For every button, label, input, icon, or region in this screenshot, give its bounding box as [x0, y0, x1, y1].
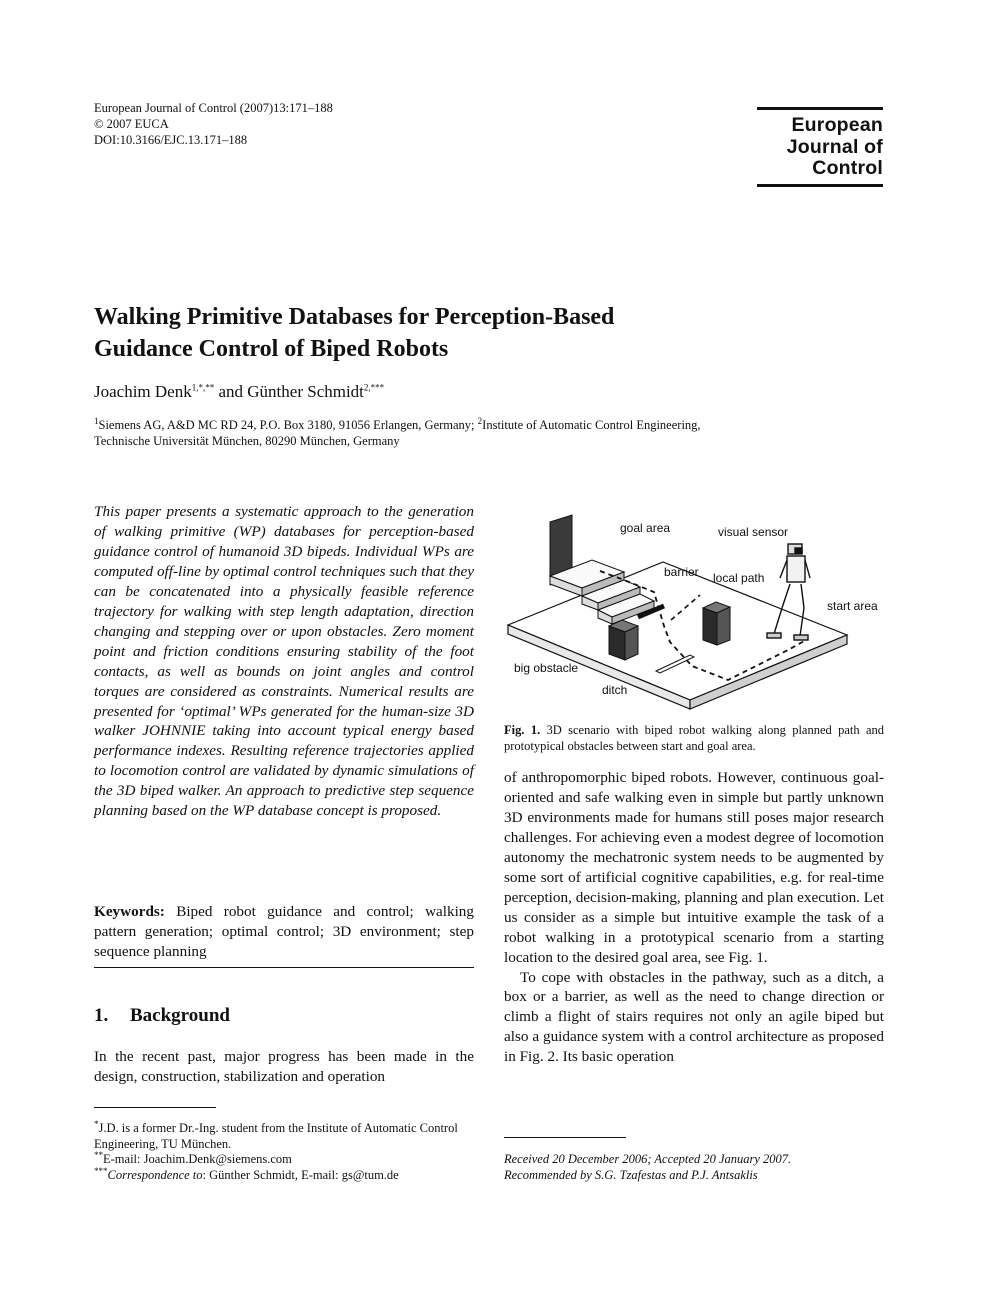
footnote-3-text: : Günther Schmidt, E-mail: gs@tum.de	[202, 1167, 399, 1182]
section-heading	[94, 1005, 230, 1027]
footnote-1	[94, 1118, 474, 1152]
caption-text: 3D scenario with biped robot walking along planned path and prototypical obstacles between start and goal area.	[504, 723, 885, 753]
section-title: Background	[130, 1005, 230, 1026]
label-barrier: barrier	[664, 565, 699, 579]
recommended-by: Recommended by S.G. Tzafestas and P.J. Antsaklis	[504, 1168, 758, 1182]
affil-1: Siemens AG, A&D MC RD 24, P.O. Box 3180, 91056 Erlangen, Germany;	[98, 418, 478, 432]
footnotes	[94, 1118, 474, 1183]
paragraph-1: of anthropomorphic biped robots. However, continuous goal-oriented and safe walking even in simple but partly unknown 3D environments made for humans still poses major research challenges. For achieving even a modest degree of locomotion autonomy the mechatronic system needs to be augmented by some sort of artificial cognitive capabilities, e.g. for real-time perception, decision-making, planning and plan execution. Let us consider as a simple but intuitive example the task of a robot walking in a prototypical scenario from a starting location to the desired goal area, see Fig. 1.	[504, 769, 884, 966]
keywords-text: Biped robot guidance and control; walking pattern generation; optimal control; 3D environment; step sequence planning	[94, 903, 474, 960]
section-number: 1.	[94, 1005, 109, 1026]
footnote-2	[94, 1149, 474, 1168]
logo-line-3: Control	[812, 157, 883, 179]
keywords-label: Keywords:	[94, 903, 165, 920]
footnote-3-marker: ***	[94, 1165, 108, 1176]
footnote-2-marker: **	[94, 1149, 103, 1160]
footnote-3	[94, 1165, 474, 1184]
author-conjunction: and	[214, 382, 248, 401]
figure-1-caption	[504, 722, 884, 754]
received-note	[504, 1151, 884, 1183]
abstract: This paper presents a systematic approach to the generation of walking primitive (WP) databases for perception-based guidance control of humanoid 3D bipeds. Individual WPs are computed off-line by optimal control techniques such that they can be concatenated into a physically feasible reference trajectory for walking with step length adaptation, direction changing and stepping over or upon obstacles. Zero moment point and friction conditions ensuring stability of the foot contacts, as well as bounds on joint angles and control torques are considered as constraints. Numerical results are presented for ‘optimal’ WPs generated for the human-size 3D walker JOHNNIE taking into account typical energy based performance indexes. Resulting reference trajectories applied to locomotion control are validated by dynamic simulations of the 3D biped walker. An approach to predictive step sequence planning based on the WP database concept is proposed.	[94, 503, 474, 820]
label-ditch: ditch	[602, 683, 628, 697]
author-1-marker: 1,*,**	[191, 382, 215, 393]
author-list	[94, 382, 384, 402]
keywords	[94, 902, 474, 962]
label-visual-sensor: visual sensor	[718, 525, 789, 539]
big-obstacle-box	[609, 620, 638, 660]
affil-2b: Technische Universität München, 80290 München, Germany	[94, 434, 400, 448]
author-2-marker: 2,***	[363, 382, 385, 393]
doi-line: DOI:10.3166/EJC.13.171–188	[94, 133, 248, 147]
label-big-obstacle: big obstacle	[514, 661, 579, 675]
label-local-path: local path	[713, 571, 765, 585]
body-text-right	[504, 768, 884, 1067]
keywords-divider	[94, 967, 474, 968]
journal-citation: European Journal of Control (2007)13:171–188	[94, 101, 333, 115]
author-1: Joachim Denk	[94, 382, 192, 401]
affil-2a: Institute of Automatic Control Engineering,	[482, 418, 701, 432]
caption-label: Fig. 1.	[504, 723, 541, 737]
affil-1-marker: 1	[94, 415, 99, 426]
author-2: Günther Schmidt	[247, 382, 364, 401]
footnote-1-text: J.D. is a former Dr.-Ing. student from the Institute of Automatic Control Engineering, TU München.	[94, 1121, 458, 1151]
affil-2-marker: 2	[477, 415, 483, 426]
body-text-left: In the recent past, major progress has been made in the design, construction, stabilization and operation	[94, 1048, 474, 1085]
title-line-2: Guidance Control of Biped Robots	[94, 336, 449, 362]
received-dates: Received 20 December 2006; Accepted 20 January 2007.	[504, 1152, 792, 1166]
paper-title	[94, 301, 734, 365]
logo-line-2: Journal of	[786, 135, 883, 158]
copyright-line: © 2007 EUCA	[94, 117, 169, 131]
label-goal-area: goal area	[620, 521, 671, 535]
logo-line-1: European	[791, 114, 883, 136]
label-start-area: start area	[827, 599, 878, 613]
footnote-2-text: E-mail: Joachim.Denk@siemens.com	[103, 1152, 292, 1166]
figure-1-illustration	[504, 508, 884, 713]
received-divider	[504, 1137, 626, 1138]
figure-1	[504, 508, 884, 713]
footnote-divider	[94, 1107, 216, 1108]
journal-logo	[757, 107, 883, 187]
affiliations	[94, 417, 814, 449]
paragraph-2: To cope with obstacles in the pathway, such as a ditch, a box or a barrier, as well as the need to change direction or climb a flight of stairs requires not only an agile biped but also a guidance system with a control architecture as proposed in Fig. 2. Its basic operation	[504, 968, 884, 1066]
footnote-3-label: Correspondence to	[107, 1167, 203, 1182]
footnote-1-marker: *	[94, 1118, 99, 1129]
small-obstacle-box	[703, 602, 730, 645]
title-line-1: Walking Primitive Databases for Perception-Based	[94, 304, 615, 330]
